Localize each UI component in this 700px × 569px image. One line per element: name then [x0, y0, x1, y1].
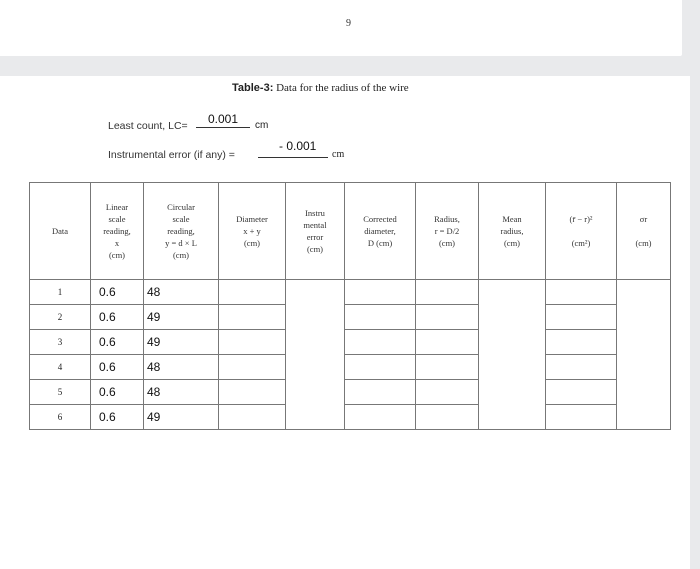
circular-reading-cell: 49 — [144, 330, 219, 355]
row-index: 2 — [30, 305, 91, 330]
linear-reading-cell: 0.6 — [91, 330, 144, 355]
radius-cell — [416, 305, 479, 330]
mean-radius-merged-cell — [479, 280, 546, 430]
header-mean-radius: Mean radius, (cm) — [479, 183, 546, 280]
table-row — [30, 280, 671, 305]
deviation-squared-cell — [546, 280, 617, 305]
radius-cell — [416, 355, 479, 380]
header-linear-scale: Linear scale reading, x (cm) — [91, 183, 144, 280]
diameter-cell — [219, 355, 286, 380]
row-index: 6 — [30, 405, 91, 430]
table-title-text: Data for the radius of the wire — [273, 82, 409, 94]
table-row — [30, 305, 671, 330]
header-deviation-squared: (r̄ − r)² (cm²) — [546, 183, 617, 280]
header-circular-scale: Circular scale reading, y = d × L (cm) — [144, 183, 219, 280]
deviation-squared-cell — [546, 405, 617, 430]
radius-cell — [416, 380, 479, 405]
table-header-row — [30, 183, 671, 280]
least-count-value: 0.001 — [208, 112, 239, 126]
table-row — [30, 355, 671, 380]
instrumental-error-unit: cm — [332, 149, 345, 160]
least-count-unit: cm — [255, 120, 269, 131]
diameter-cell — [219, 330, 286, 355]
header-instrumental-error: Instru mental error (cm) — [286, 183, 345, 280]
table-title-label: Table-3: — [232, 82, 274, 94]
page-number: 9 — [346, 18, 351, 29]
corrected-diameter-cell — [345, 380, 416, 405]
radius-cell — [416, 330, 479, 355]
diameter-cell — [219, 280, 286, 305]
radius-data-table — [29, 182, 671, 430]
linear-reading-cell: 0.6 — [91, 380, 144, 405]
header-diameter: Diameter x + y (cm) — [219, 183, 286, 280]
corrected-diameter-cell — [345, 405, 416, 430]
circular-reading-cell: 48 — [144, 355, 219, 380]
linear-reading-cell: 0.6 — [91, 280, 144, 305]
circular-reading-cell: 48 — [144, 280, 219, 305]
least-count-blank-line — [196, 127, 250, 128]
diameter-cell — [219, 405, 286, 430]
instrumental-error-label: Instrumental error (if any) = — [108, 149, 235, 161]
header-corrected-diameter: Corrected diameter, D (cm) — [345, 183, 416, 280]
corrected-diameter-cell — [345, 280, 416, 305]
deviation-squared-cell — [546, 305, 617, 330]
instrumental-error-value: - 0.001 — [279, 139, 317, 153]
diameter-cell — [219, 380, 286, 405]
previous-page-fragment — [0, 0, 682, 56]
deviation-squared-cell — [546, 355, 617, 380]
circular-reading-cell: 49 — [144, 405, 219, 430]
radius-cell — [416, 280, 479, 305]
row-index: 4 — [30, 355, 91, 380]
deviation-squared-cell — [546, 330, 617, 355]
corrected-diameter-cell — [345, 305, 416, 330]
header-sigma: σr (cm) — [617, 183, 671, 280]
sigma-merged-cell — [617, 280, 671, 430]
row-index: 3 — [30, 330, 91, 355]
table-row — [30, 405, 671, 430]
linear-reading-cell: 0.6 — [91, 355, 144, 380]
deviation-squared-cell — [546, 380, 617, 405]
instrumental-error-merged-cell — [286, 280, 345, 430]
corrected-diameter-cell — [345, 330, 416, 355]
diameter-cell — [219, 305, 286, 330]
circular-reading-cell: 48 — [144, 380, 219, 405]
circular-reading-cell: 49 — [144, 305, 219, 330]
linear-reading-cell: 0.6 — [91, 305, 144, 330]
header-data: Data — [30, 183, 91, 280]
linear-reading-cell: 0.6 — [91, 405, 144, 430]
least-count-label: Least count, LC= — [108, 120, 188, 132]
table-row — [30, 380, 671, 405]
row-index: 1 — [30, 280, 91, 305]
radius-cell — [416, 405, 479, 430]
corrected-diameter-cell — [345, 355, 416, 380]
table-title — [232, 82, 409, 94]
instrumental-error-blank-line — [258, 157, 328, 158]
header-radius: Radius, r = D/2 (cm) — [416, 183, 479, 280]
table-row — [30, 330, 671, 355]
row-index: 5 — [30, 380, 91, 405]
